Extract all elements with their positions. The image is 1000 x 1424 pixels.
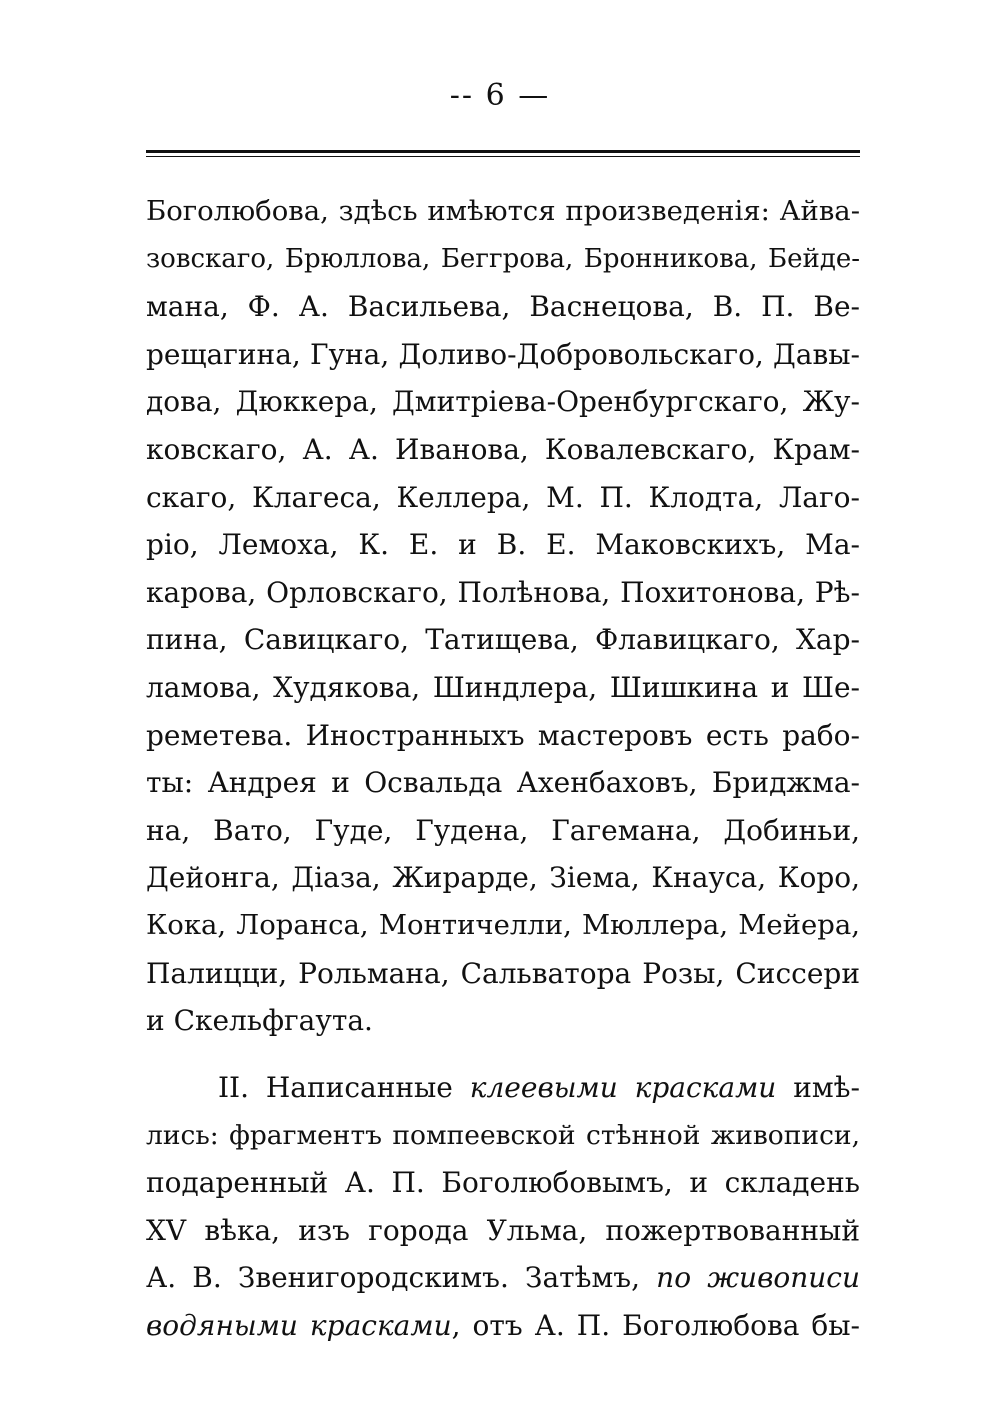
- text-line: и Скельфгаута.: [146, 1004, 373, 1038]
- text-line: пина, Савицкаго, Татищева, Флавицкаго, Хар-: [146, 623, 860, 657]
- text-run: А. В. Звенигородскимъ. Затѣмъ,: [146, 1261, 657, 1295]
- text-line: дова, Дюккера, Дмитріева-Оренбургскаго, Жу-: [146, 385, 860, 419]
- text-line: скаго, Клагеса, Келлера, М. П. Клодта, Лаго-: [146, 480, 860, 514]
- text-line: Дейонга, Діаза, Жирарде, Зіема, Кнауса, Коро,: [146, 861, 860, 895]
- text-line: ламова, Худякова, Шиндлера, Шишкина и Ше-: [146, 670, 860, 704]
- text-line: [146, 1302, 860, 1350]
- text-line: рещагина, Гуна, Доливо-Добровольскаго, Давы-: [146, 337, 860, 371]
- text-line: Палицци, Рольмана, Сальватора Розы, Сиссери: [146, 956, 860, 990]
- text-run: , отъ А. П. Боголюбова бы-: [451, 1308, 860, 1342]
- text-line: реметева. Иностранныхъ мастеровъ есть рабо-: [146, 718, 860, 752]
- paragraph-artists-list: [146, 188, 860, 1045]
- italic-text-run: по живописи: [656, 1261, 861, 1295]
- header-rule-thick: [146, 150, 860, 153]
- italic-text-run: клеевыми красками: [469, 1071, 777, 1104]
- paragraph-section-ii: [146, 1064, 860, 1350]
- italic-text-run: водяными красками: [146, 1308, 452, 1342]
- text-run: имѣ-: [776, 1071, 860, 1104]
- text-line: [146, 1254, 860, 1302]
- text-line: ковскаго, А. А. Иванова, Ковалевскаго, Крам-: [146, 432, 860, 466]
- text-line: Кока, Лоранса, Монтичелли, Мюллера, Мейера,: [146, 908, 860, 941]
- text-run: II. Написанные: [218, 1071, 470, 1104]
- text-line: Боголюбова, здѣсь имѣются произведенія: Айва-: [146, 195, 860, 227]
- page-number: -- 6 —: [449, 78, 551, 113]
- header-rule-thin: [146, 156, 860, 157]
- text-line: зовскаго, Брюллова, Беггрова, Бронникова, Бейде-: [146, 243, 860, 274]
- text-line: подаренный А. П. Боголюбовымъ, и складень: [146, 1166, 860, 1200]
- text-line: XV вѣка, изъ города Ульма, пожертвованный: [146, 1213, 860, 1247]
- text-line: карова, Орловскаго, Полѣнова, Похитонова, Рѣ-: [146, 575, 860, 609]
- text-line: ріо, Лемоха, К. Е. и В. Е. Маковскихъ, Ма-: [146, 528, 860, 562]
- text-line: лись: фрагментъ помпеевской стѣнной живописи,: [146, 1119, 860, 1151]
- text-line: мана, Ф. А. Васильева, Васнецова, В. П. Ве-: [146, 290, 860, 324]
- text-line: [146, 1064, 860, 1112]
- text-line: ты: Андрея и Освальда Ахенбаховъ, Бриджма-: [146, 766, 860, 800]
- text-line: на, Вато, Гуде, Гудена, Гагемана, Добиньи,: [146, 813, 860, 847]
